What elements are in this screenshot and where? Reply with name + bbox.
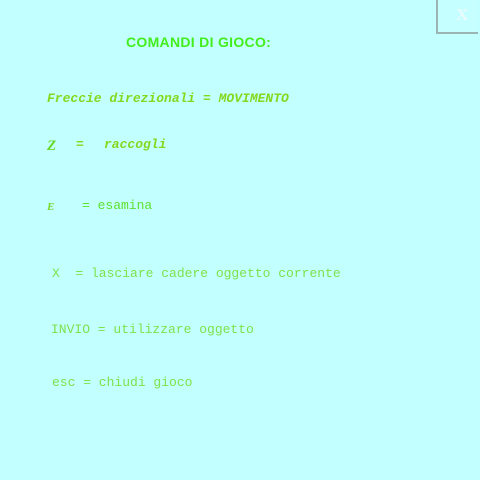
control-examine-text: = esamina bbox=[82, 198, 153, 213]
page-title: COMANDI DI GIOCO: bbox=[126, 34, 272, 50]
control-examine-key: E bbox=[47, 201, 55, 213]
close-button[interactable] bbox=[436, 0, 478, 34]
control-pick-action: raccogli bbox=[104, 137, 167, 152]
control-use: INVIO = utilizzare oggetto bbox=[51, 322, 254, 337]
control-pick-separator: = bbox=[76, 137, 84, 152]
control-arrows: Freccie direzionali = MOVIMENTO bbox=[47, 91, 289, 106]
control-quit: esc = chiudi gioco bbox=[52, 375, 193, 390]
control-drop: X = lasciare cadere oggetto corrente bbox=[52, 266, 341, 281]
control-pick-key: Z bbox=[47, 138, 57, 154]
close-icon: X bbox=[456, 5, 469, 24]
